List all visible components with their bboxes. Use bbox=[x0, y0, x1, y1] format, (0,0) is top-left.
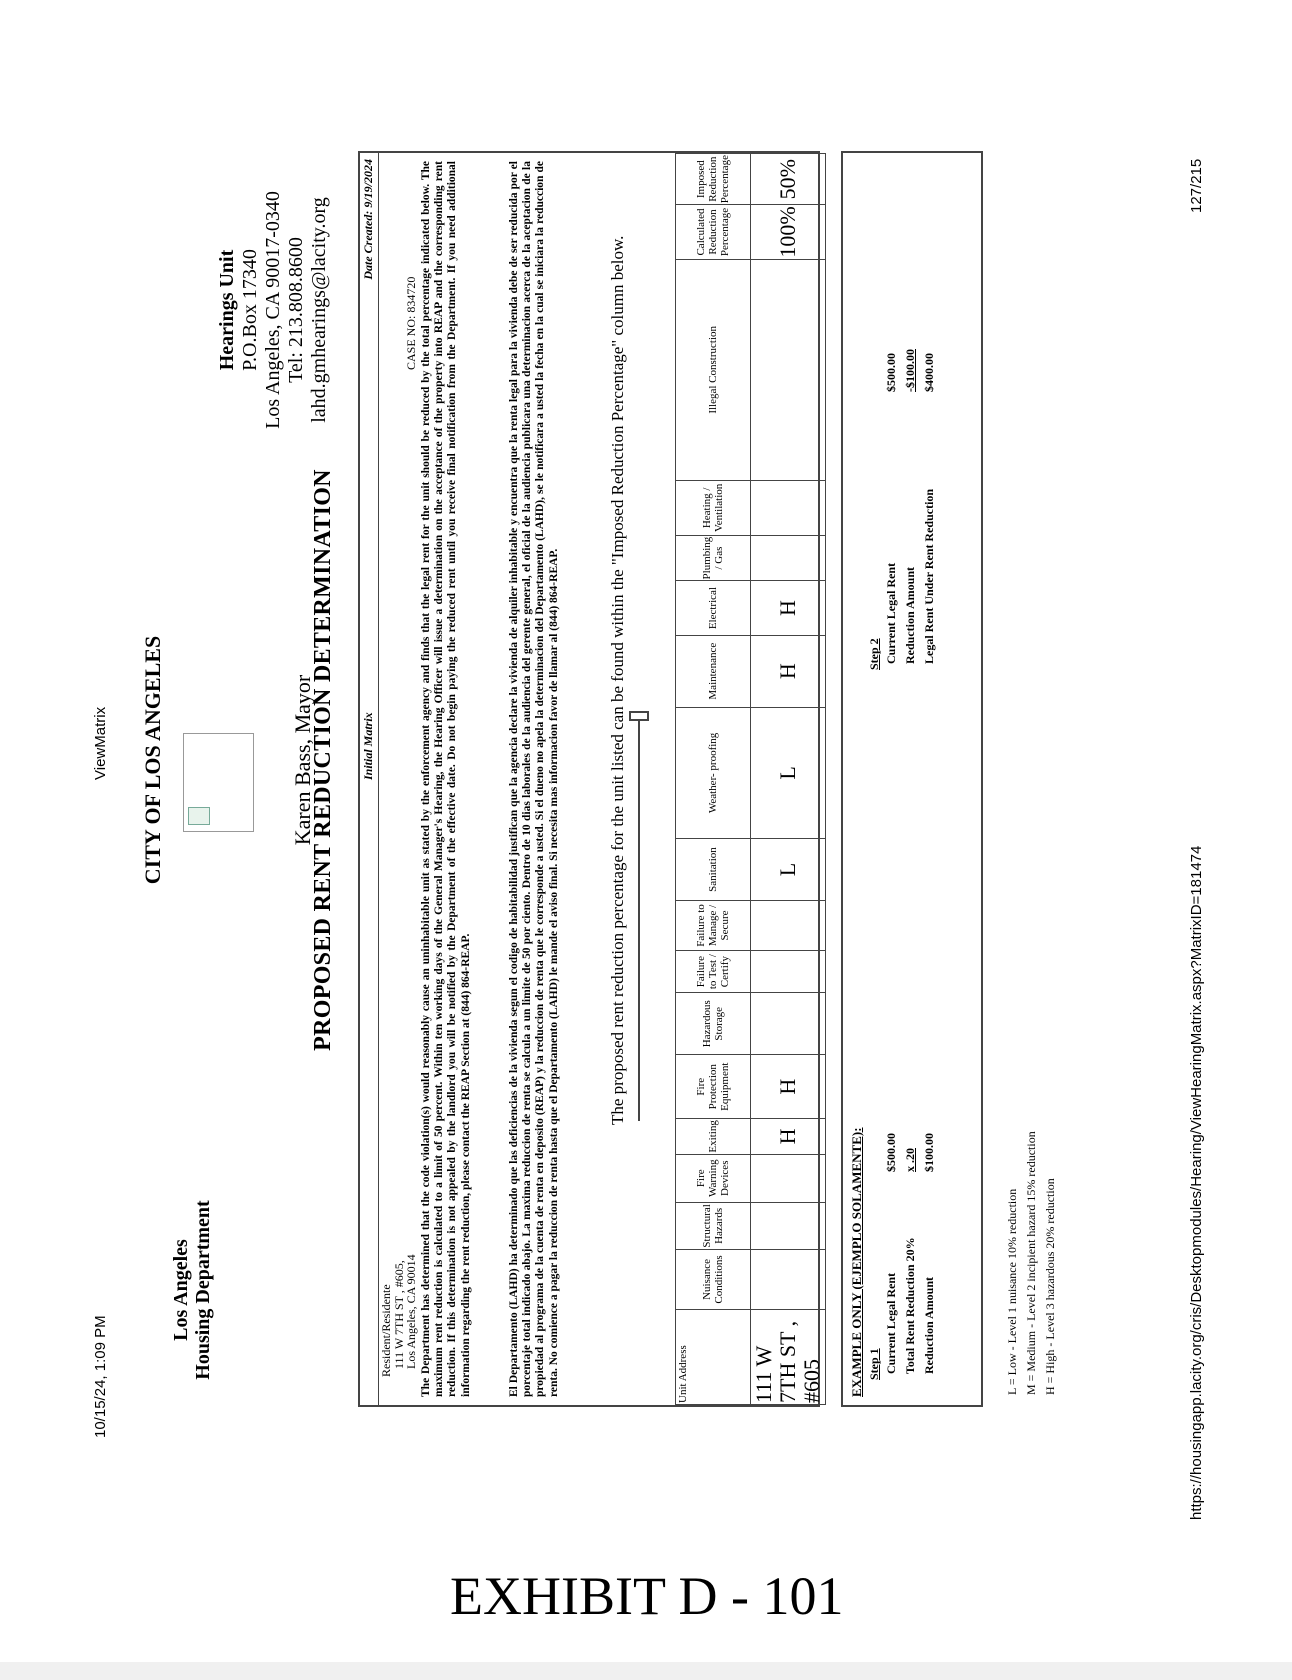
cell-sanitation: L bbox=[751, 839, 826, 901]
hearings-unit-address: Hearings Unit P.O.Box 17340 Los Angeles, CA 90017-0340 Tel: 213.808.8600 lahd.gmhearings@lacity.org bbox=[216, 191, 330, 429]
page-count: 127/215 bbox=[1188, 158, 1205, 213]
col-heating: Heating / Ventilation bbox=[676, 480, 751, 535]
col-hazardous-storage: Hazardous Storage bbox=[676, 993, 751, 1055]
cell-fire-protection: H bbox=[751, 1055, 826, 1119]
step1-row: Current Legal Rent $500.00 bbox=[884, 1133, 898, 1374]
cell-unit-address: 111 W 7TH ST , #605 bbox=[751, 1310, 826, 1405]
exhibit-label: EXHIBIT D - 101 bbox=[450, 1566, 844, 1626]
doc-title: PROPOSED RENT REDUCTION DETERMINATION bbox=[310, 469, 336, 1051]
matrix-label: Initial Matrix bbox=[361, 712, 375, 780]
form-header-bar bbox=[360, 153, 379, 1405]
cell-electrical: H bbox=[751, 581, 826, 635]
step1-row: Total Rent Reduction 20% x .20 bbox=[903, 1148, 917, 1374]
seal-image bbox=[183, 733, 254, 832]
case-number: CASE NO: 834720 bbox=[404, 276, 418, 370]
print-url[interactable]: https://housingapp.lacity.org/cris/Desktopmodules/Hearing/ViewHearingMatrix.aspx?MatrixID=181474 bbox=[1188, 845, 1205, 1520]
col-failure-test: Failure to Test / Certify bbox=[676, 950, 751, 992]
cell-exiting: H bbox=[751, 1119, 826, 1154]
cell-heating bbox=[751, 480, 826, 535]
cell-failure-test bbox=[751, 950, 826, 992]
matrix-table bbox=[675, 153, 826, 1405]
cell-maintenance: H bbox=[751, 635, 826, 707]
mayor-name: Karen Bass, Mayor bbox=[290, 674, 315, 846]
spanish-notice: El Departamento (LAHD) ha determinado que las deficiencias de la vivienda segun el codigo de habitabilidad justifican que la agencia declare la vivienda de alquiler inhabitable y encuentra que la renta legal para la vivienda debe de ser reducida por el porcentaje total indicado abajo. La maxima reduccion de renta se calcula a un limite de 50 por ciento. Dentro de 10 dias laborales de la audiencia del gerente general, el oficial de la audiencia publicara una determinacion acerca de la aceptacion de la propiedad al programa de la cuenta de renta en deposito (REAP) y la reduccion de renta que le corresponde a usted. Si el dueno no apela la determinacion del Departamento (LAHD), se le notificara a usted la fecha en la cual se iniciara la reduccion de renta. No comience a pagar la reduccion de renta hasta que el Departamento (LAHD) le mande el aviso final. Si necesita mas informacion favor de llamar al (844) 864-REAP. bbox=[508, 161, 560, 1397]
col-plumbing: Plumbing / Gas bbox=[676, 535, 751, 581]
severity-legend: L = Low - Level 1 nuisance 10% reduction M = Medium - Level 2 incipient hazard 15% reduction H = High - Level 3 hazardous 20% reduction bbox=[1005, 1131, 1057, 1395]
col-weatherproofing: Weather- proofing bbox=[676, 707, 751, 838]
step1-row: Reduction Amount $100.00 bbox=[922, 1133, 936, 1374]
determination-form bbox=[358, 151, 824, 1407]
cell-weatherproofing: L bbox=[751, 707, 826, 838]
resident-address: Resident/Residente 111 W 7TH ST , #605, Los Angeles, CA 90014 bbox=[379, 1254, 418, 1377]
example-heading: EXAMPLE ONLY (EJEMPLO SOLAMENTE): bbox=[849, 1127, 864, 1397]
col-structural: Structural Hazards bbox=[676, 1202, 751, 1249]
cell-imposed: 50% bbox=[751, 154, 826, 205]
matrix-header-row bbox=[676, 154, 751, 1405]
example-box bbox=[841, 151, 983, 1407]
col-fire-protection: Fire Protection Equipment bbox=[676, 1055, 751, 1119]
english-notice: The Department has determined that the code violation(s) would reasonably cause an uninhabitable unit as stated by the enforcement agency and finds that the legal rent for the unit should be reduced by the total percentage indicated below. The maximum rent reduction is calculated to a limit of 50 percent. Within ten working days of the General Manager's Hearing, the Hearing Officer will issue a determination on the acceptance of the property into REAP and the corresponding rent reduction. If this determination is not appealed by the landlord you will be notified by the Department of the effective date. Do not begin paying the reduced rent until you receive final notification from the Department. If you need additional information regarding the rent reduction, please contact the REAP Section at (844) 864-REAP. bbox=[420, 161, 472, 1397]
col-sanitation: Sanitation bbox=[676, 839, 751, 901]
rent-matrix bbox=[675, 153, 826, 1405]
matrix-data-row bbox=[751, 154, 826, 1405]
date-created: Date Created: 9/19/2024 bbox=[361, 159, 375, 280]
cell-failure-manage bbox=[751, 900, 826, 950]
cell-plumbing bbox=[751, 535, 826, 581]
step2-row: Legal Rent Under Rent Reduction $400.00 bbox=[922, 353, 936, 664]
step2-row: Reduction Amount -$100.00 bbox=[903, 349, 917, 664]
cell-hazardous-storage bbox=[751, 993, 826, 1055]
example-step2: Step 2 Current Legal Rent $500.00 Reduction Amount -$100.00 Legal Rent Under Rent Reduction $400.00 bbox=[867, 343, 939, 670]
city-name: CITY OF LOS ANGELES bbox=[140, 635, 165, 885]
col-calculated: Calculated Reduction Percentage bbox=[676, 205, 751, 259]
example-step1: Step 1 Current Legal Rent $500.00 Total Rent Reduction 20% x .20 Reduction Amount $100.00 bbox=[867, 1127, 939, 1380]
print-timestamp: 10/15/24, 1:09 PM bbox=[92, 1315, 109, 1438]
cell-fire-warning bbox=[751, 1154, 826, 1202]
col-failure-manage: Failure to Manage / Secure bbox=[676, 900, 751, 950]
print-title: ViewMatrix bbox=[92, 706, 109, 780]
cell-calculated: 100% bbox=[751, 205, 826, 259]
col-illegal-construction: Illegal Construction bbox=[676, 259, 751, 480]
cell-nuisance bbox=[751, 1249, 826, 1309]
col-exiting: Exiting bbox=[676, 1119, 751, 1154]
col-fire-warning: Fire Warning Devices bbox=[676, 1154, 751, 1202]
cell-illegal-construction bbox=[751, 259, 826, 480]
cell-structural bbox=[751, 1202, 826, 1249]
col-imposed: Imposed Reduction Percentage bbox=[676, 154, 751, 205]
col-unit-address: Unit Address bbox=[676, 1310, 751, 1405]
step2-row: Current Legal Rent $500.00 bbox=[884, 353, 898, 664]
col-electrical: Electrical bbox=[676, 581, 751, 635]
col-nuisance: Nuisance Conditions bbox=[676, 1249, 751, 1309]
col-maintenance: Maintenance bbox=[676, 635, 751, 707]
reduction-note: The proposed rent reduction percentage for the unit listed can be found within the "Imposed Reduction Percentage" column below. bbox=[608, 153, 649, 1125]
department-name: Los Angeles Housing Department bbox=[170, 1200, 214, 1380]
broken-image-icon bbox=[183, 733, 254, 832]
